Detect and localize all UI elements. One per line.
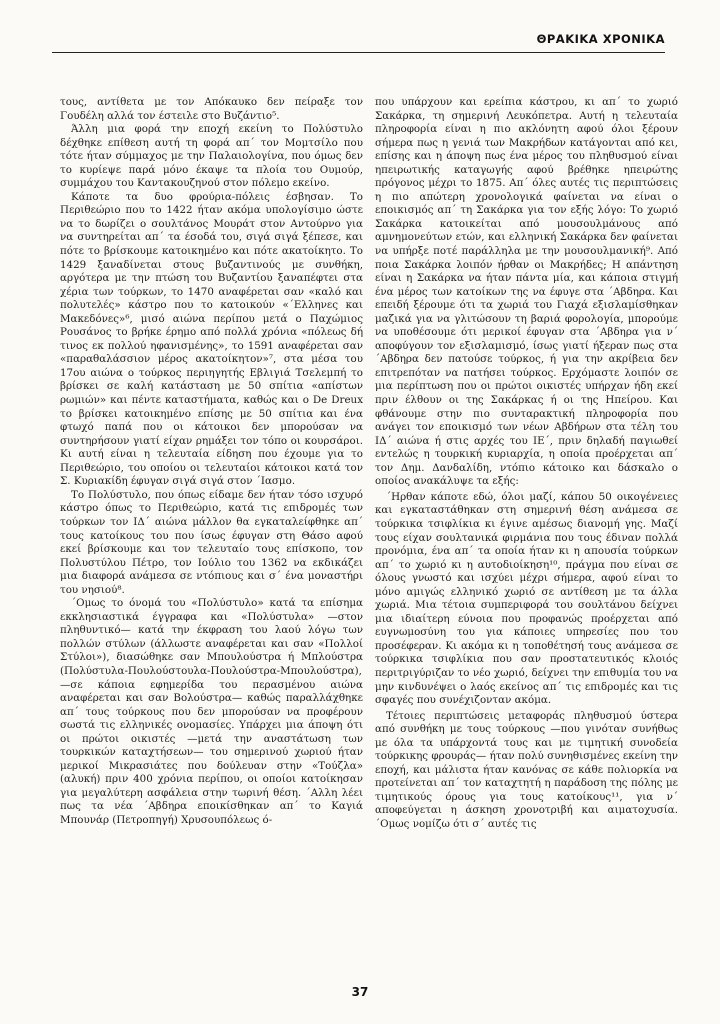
running-header: ΘΡΑΚΙΚΑ ΧΡΟΝΙΚΑ (536, 32, 665, 46)
paragraph: Τέτοιες περιπτώσεις μεταφοράς πληθυσμού ύστερα από συνθήκη με τους τούρκους —που γινόταν συνήθως με όλα τα υπάρχοντά τους και με τιμητική συνοδεία τούρκικης φρουράς— ήταν πολύ συνηθισμένες εκείνη την εποχή, και μάλιστα ήταν κανόνας σε κάθε πολιορκία να προτείνεται απ΄ τον καταχτητή η παράδοση της πόλης με τιμητικούς όρους για τους κατοίκους¹¹, για ν΄ αποφεύγεται η άσκηση χρονοτριβή και αιματοχυσία. ΄Ομως νομίζω ότι σ΄ αυτές τις (375, 709, 678, 830)
right-column (375, 96, 678, 832)
page-number: 37 (351, 985, 369, 999)
paragraph: Κάποτε τα δυο φρούρια-πόλεις έσβησαν. Το Περιθεώριο που το 1422 ήταν ακόμα υπολογίσιμο ώστε να το δωρίζει ο σουλτάνος Μουράτ στον Αντούρνο για να συντηρείται απ΄ τα έσοδά του, σιγά σιγά ξέπεσε, και πότε το βρίσκουμε κατοικημένο και πότε ακατοίκητο. Το 1429 ξαναδίνεται στους βυζαντινούς με συνθήκη, αργότερα με την πτώση του Βυζαντίου ξαναπέφτει στα χέρια των τούρκων, το 1470 αναφέρεται σαν «καλό και πολυτελές» κάστρο που το κατοικούν «΄Ελληνες και Μακεδόνες»⁶, μισό αιώνα περίπου μετά ο Παχώμιος Ρουσάνος το βρήκε έρημο από πολλά χρόνια «πόλεως δή τινος εκ πολλού ηφανισμένης», το 1591 αναφέρεται σαν «παραθαλάσσιον μέρος ακατοίκητον»⁷, στα μέσα του 17ου αιώνα ο τούρκος περιηγητής Εβλιγιά Τσελεμπή το βρίσκει σε καλή κατάσταση με 50 σπίτια «απίστων ρωμιών» και πέντε καταστήματα, καθώς και ο De Dreux το βρίσκει κατοικημένο επίσης με 50 σπίτια και ένα φτωχό παπά που οι κάτοικοι δεν μπορούσαν να συντηρήσουν γιατί είχαν ρημάξει τον τόπο οι κουρσάροι. Κι αυτή είναι η τελευταία είδηση που έχουμε για το Περιθεώριο, του οποίου οι τελευταίοι κάτοικοι κατά τον Σ. Κυριακίδη έφυγαν σιγά σιγά στον ΄Ιασμο. (60, 190, 363, 488)
header-rule (52, 52, 665, 53)
paragraph: που υπάρχουν και ερείπια κάστρου, κι απ΄ το χωριό Σακάρκα, τη σημερινή Λευκόπετρα. Αυτή η τελευταία πληροφορία είναι η πιο ακλόνητη αφού όλοι ξέρουν σήμερα πως η γενιά των Μακρήδων κατάγονται από κει, επίσης και η άποψη πως ένα μέρος του πληθυσμού είναι ηπειρωτικής καταγωγής αφού βρέθηκε ηπειρώτης πρόγονος μέχρι το 1875. Απ΄ όλες αυτές τις περιπτώσεις η πιο απώτερη χρονολογικά φαίνεται να είναι ο εποικισμός απ΄ τη Σακάρκα για τον εξής λόγο: Το χωριό Σακάρκα κατοικείται από μουσουλμάνους από αμνημονεύτων ετών, και ελληνική Σακάρκα δεν φαίνεται να υπήρξε ποτέ παράλληλα με την μουσουλμανική⁹. Από ποια Σακάρκα λοιπόν ήρθαν οι Μακρήδες; Η απάντηση είναι η Σακάρκα να ήταν πάντα μία, και κάποια στιγμή ένα μέρος των κατοίκων της να έφυγε στα ΄Αβδηρα. Και επειδή ξέρουμε ότι τα χωριά του Γιαχά εξισλαμίσθηκαν μαζικά για να γλιτώσουν τη βαριά φορολογία, μπορούμε να υποθέσουμε ότι μερικοί έφυγαν στα ΄Αβδηρα για ν΄ αποφύγουν τον εξισλαμισμό, ίσως γιατί ήξεραν πως στα ΄Αβδηρα δεν πατούσε τούρκος, ή για την ακρίβεια δεν επιτρεπόταν να πατήσει τούρκος. Ερχόμαστε λοιπόν σε μια περίπτωση που οι πρώτοι οικιστές υπήρχαν ήδη εκεί πριν έλθουν οι της Σακάρκας ή οι της Ηπείρου. Και φθάνουμε στην πιο συνταρακτική πληροφορία που ανάγει τον εποικισμό των νέων Αβδήρων στα τέλη του ΙΔ΄ αιώνα ή στις αρχές του ΙΕ΄, πριν δηλαδή παγιωθεί εντελώς η τουρκική κυριαρχία, η οποία προέρχεται απ΄ τον Δημ. Δανδαλίδη, ντόπιο κάτοικο και δάσκαλο ο οποίος ανακάλυψε τα εξής: (375, 96, 678, 488)
paragraph: τους, αντίθετα με τον Απόκαυκο δεν πείραξε τον Γουδέλη αλλά τον έστειλε στο Βυζάντιο⁵. (60, 96, 363, 122)
paragraph: Το Πολύστυλο, που όπως είδαμε δεν ήταν τόσο ισχυρό κάστρο όπως το Περιθεώριο, κατά τις επιδρομές των τούρκων τον ΙΔ΄ αιώνα μάλλον θα εγκαταλείφθηκε απ΄ τους κατοίκους του που ίσως έφυγαν στη Θάσο αφού εκεί βρίσκουμε και τον τελευταίο τους επίσκοπο, τον Πολυστύλου Πέτρο, τον Ιούλιο του 1362 να εκδικάζει μια διαφορά ανάμεσα σε ντόπιους και σ΄ ένα μοναστήρι του νησιού⁸. (60, 488, 363, 596)
paragraph: Άλλη μια φορά την εποχή εκείνη το Πολύστυλο δέχθηκε επίθεση αυτή τη φορά απ΄ τον Μομτσίλο που τότε ήταν σύμμαχος με την Παλαιολογίνα, που όμως δεν το κυρίεψε παρά μόνο έκαψε τα πλοία του Ουμούρ, συμμάχου του Καντακουζηνού στον πόλεμο εκείνο. (60, 123, 363, 190)
left-column (60, 96, 363, 828)
paragraph: ΄Ηρθαν κάποτε εδώ, όλοι μαζί, κάπου 50 οικογένειες και εγκαταστάθηκαν στη σημερινή θέση ανάμεσα σε τούρκικα τσιφλίκια κι έγινε αμέσως διανομή γης. Μαζί τους είχαν σουλτανικά φιρμάνια που τους έδιναν πολλά προνόμια, ένα απ΄ τα οποία ήταν κι η απουσία τούρκων απ΄ το χωριό κι η αυτοδιοίκηση¹⁰, πράγμα που είναι σε όλους γνωστό και ισχύει μέχρι σήμερα, αφού είναι το μόνο αμιγώς ελληνικό χωριό σε αντίθεση με τα άλλα χωριά. Μια τέτοια συμπεριφορά του σουλτάνου δείχνει μια ιδιαίτερη εύνοια που προφανώς προέρχεται από ευγνωμοσύνη του για κάποιες υπηρεσίες που του προσέφεραν. Κι ακόμα κι η τοποθέτησή τους ανάμεσα σε τούρκικα τσιφλίκια που σαν προστατευτικός κλοιός περιτριγύριζαν το νέο χωριό, δείχνει την επιθυμία του να μην κινδυνέψει ο λαός εκείνος απ΄ τις επιδρομές και τις σφαγές που συνέχιζονταν ακόμα. (375, 490, 678, 707)
paragraph: ΄Ομως το όνομά του «Πολύστυλο» κατά τα επίσημα εκκλησιαστικά έγγραφα και «Πολύστυλα» —στον πληθυντικό— κατά την έκφραση του λαού λόγω των πολλών στύλων (άλλωστε αναφέρεται και σαν «Πολλοί Στύλοι»), διασώθηκε σαν Μπουλούστρα ή Μπλούστρα (Πολύστυλα-Πουλούστουλα-Πουλούστρα-Μπουλούστρα), —σε κάποια εφημερίδα του περασμένου αιώνα αναφέρεται και σαν Βολούστρα— καθώς παραλλάχθηκε απ΄ τους τούρκους που δεν μπορούσαν να προφέρουν σωστά τις ελληνικές ονομασίες. Υπάρχει μια άποψη ότι οι πρώτοι οικιστές —μετά την αναστάτωση των τουρκικών καταχτήσεων— του σημερινού χωριού ήταν μερικοί Μικρασιάτες που δούλευαν στην «Τούζλα» (αλυκή) πριν 400 χρόνια περίπου, οι οποίοι κατοίκησαν για μεγαλύτερη ασφάλεια στην τωρινή θέση. ΄Αλλη λέει πως τα νέα ΄Αβδηρα εποικίσθηκαν απ΄ το Καγιά Μπουνάρ (Πετροπηγή) Χρυσουπόλεως ό- (60, 597, 363, 826)
